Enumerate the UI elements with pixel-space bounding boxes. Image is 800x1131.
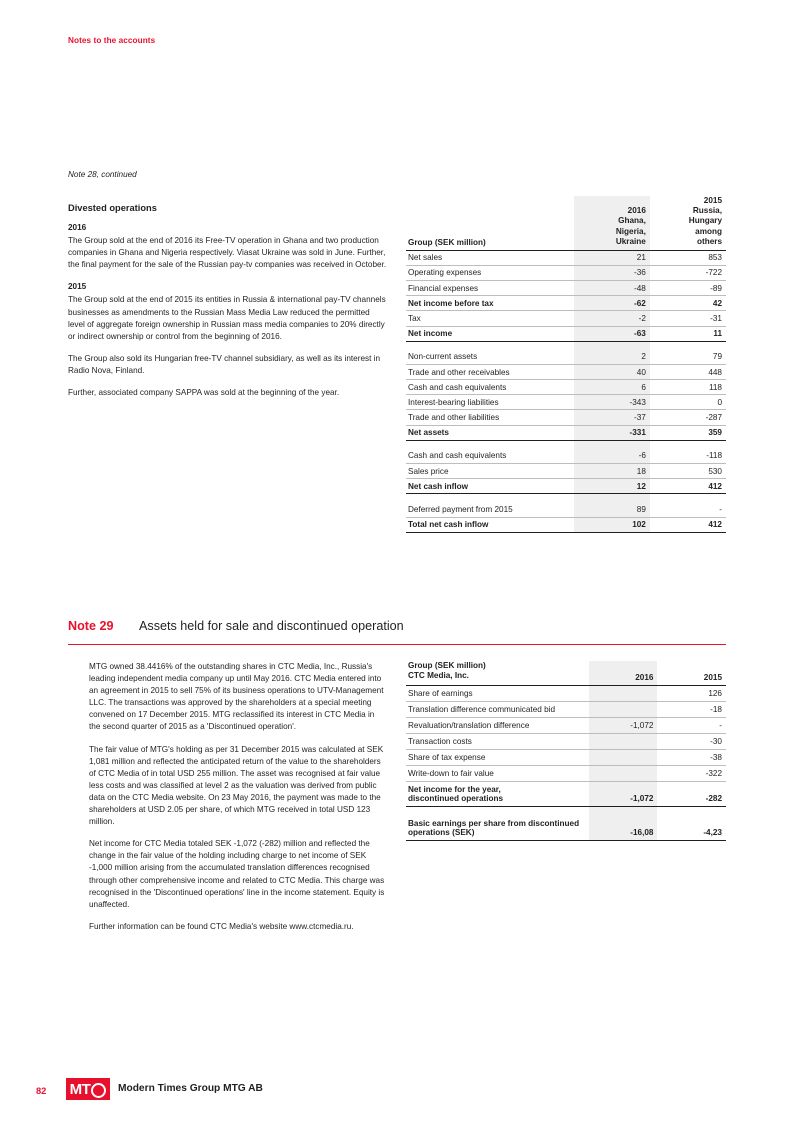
row-value-2016: -331 — [574, 425, 650, 440]
spacer-cell — [574, 494, 650, 503]
row-value-2016 — [589, 701, 658, 717]
table-row — [406, 364, 726, 379]
paragraph-2015-2: The Group also sold its Hungarian free-TV channel subsidiary, as well as its interest in Radio Nova, Finland. — [68, 353, 381, 375]
paragraph-2015-3: Further, associated company SAPPA was sold at the beginning of the year. — [68, 388, 340, 398]
table-row — [406, 380, 726, 395]
row-value-2015: -89 — [650, 280, 726, 295]
table-row — [406, 717, 726, 733]
row-label: Tax — [406, 311, 574, 326]
row-label: Trade and other receivables — [406, 364, 574, 379]
note-29-divider — [68, 644, 726, 645]
spacer-cell — [406, 806, 589, 816]
spacer-cell — [406, 341, 574, 350]
spacer-cell — [589, 806, 658, 816]
section-title-divested-operations: Divested operations — [68, 203, 157, 213]
table-header-col-2016: 2016 — [589, 661, 658, 685]
table-header-row — [406, 661, 726, 685]
row-label: Share of earnings — [406, 685, 589, 701]
row-value-2015: -4,23 — [657, 816, 726, 841]
row-value-2015: -30 — [657, 733, 726, 749]
row-label: Cash and cash equivalents — [406, 449, 574, 464]
note29-paragraph-3: Net income for CTC Media totaled SEK -1,072 (-282) million and reflected the change in the fair value of the holding including charge to net income of SEK -1,000 million arising from the accumulated translation differences recognised through other comprehensive income and related to CTC Media. This charge was recognised in the 'Discontinued operations' line in the income statement. Equity is unaffected. — [89, 839, 385, 909]
row-value-2015: 530 — [650, 464, 726, 479]
row-label: Write-down to fair value — [406, 765, 589, 781]
spacer-cell — [406, 440, 574, 449]
divested-operations-text — [68, 222, 388, 409]
row-label: Translation difference communicated bid — [406, 701, 589, 717]
row-label: Sales price — [406, 464, 574, 479]
row-value-2016: -63 — [574, 326, 650, 341]
row-value-2015: 79 — [650, 350, 726, 365]
row-label: Revaluation/translation difference — [406, 717, 589, 733]
hdr-2016-l1: 2016 — [627, 206, 646, 216]
logo-circle-icon — [91, 1083, 106, 1098]
table-row — [406, 464, 726, 479]
row-value-2015: -31 — [650, 311, 726, 326]
table-row — [406, 816, 726, 841]
table-header-label — [406, 661, 589, 685]
row-label: Total net cash inflow — [406, 517, 574, 532]
table-row — [406, 781, 726, 806]
company-name: Modern Times Group MTG AB — [118, 1083, 263, 1094]
ctc-media-table — [406, 661, 726, 841]
row-value-2016: -343 — [574, 395, 650, 410]
row-label: Share of tax expense — [406, 749, 589, 765]
row-value-2015: -118 — [650, 449, 726, 464]
spacer-cell — [574, 341, 650, 350]
row-value-2016 — [589, 685, 658, 701]
row-label-line2: operations (SEK) — [408, 827, 475, 837]
row-value-2015: 412 — [650, 517, 726, 532]
row-label: Operating expenses — [406, 265, 574, 280]
note-continued-label: Note 28, continued — [68, 170, 137, 179]
note29-paragraph-1: MTG owned 38.4416% of the outstanding shares in CTC Media, Inc., Russia's leading independent media company up until May 2016. CTC Media entered into an agreement in 2015 to sell 75% of its business operations to UTV-Management LLC. The transactions was approved by the shareholders at a special meeting convened on 17 December 2015. MTG reclassified its interest in CTC Media in the second quarter of 2015 as a 'Discontinued operation'. — [89, 662, 384, 732]
table-row — [406, 350, 726, 365]
row-label: Interest-bearing liabilities — [406, 395, 574, 410]
row-label: Non-current assets — [406, 350, 574, 365]
subheading-2015: 2015 — [68, 282, 87, 292]
note29-paragraph-4: Further information can be found CTC Media's website www.ctcmedia.ru. — [89, 921, 354, 931]
table-spacer — [406, 341, 726, 350]
row-value-2015: 412 — [650, 479, 726, 494]
row-label: Net income before tax — [406, 296, 574, 311]
row-value-2015: -282 — [657, 781, 726, 806]
row-value-2016: -6 — [574, 449, 650, 464]
row-label-line2: discontinued operations — [408, 793, 504, 803]
table-row — [406, 311, 726, 326]
row-label: Trade and other liabilities — [406, 410, 574, 425]
note29-paragraph-2: The fair value of MTG's holding as per 31 December 2015 was calculated at SEK 1,081 million and reflected the anticipated return of the value to the shareholders of CTC Media of in total USD 255 million. The asset was recognised at fair value less costs and was classified at level 2 as the valuation was derived from public data on the CTC Media website. On 23 May 2016, the payment was made to the shareholders at USD 2.05 per share, of which MTG received in total USD 123 million. — [89, 744, 384, 827]
table-spacer — [406, 494, 726, 503]
row-label: Net sales — [406, 250, 574, 265]
row-value-2015: 11 — [650, 326, 726, 341]
paragraph-2015-1: The Group sold at the end of 2015 its entities in Russia & international pay-TV channels businesses as amendments to the Russian Mass Media Law reduced the permitted level of aggregate foreign ownership in Russian mass media companies to 20% directly or indirect ownership or control from the beginning of 2016. — [68, 295, 386, 341]
row-value-2015: - — [650, 502, 726, 517]
running-head: Notes to the accounts — [68, 36, 156, 45]
row-label: Net income — [406, 326, 574, 341]
row-value-2015: -722 — [650, 265, 726, 280]
table-row — [406, 449, 726, 464]
row-value-2016 — [589, 733, 658, 749]
table-row — [406, 280, 726, 295]
logo-text: MT — [69, 1080, 91, 1098]
row-value-2015: 0 — [650, 395, 726, 410]
row-value-2016: 89 — [574, 502, 650, 517]
row-value-2015: -322 — [657, 765, 726, 781]
row-value-2015: 118 — [650, 380, 726, 395]
table-header-row — [406, 196, 726, 250]
hdr-2015-l4: among — [695, 226, 722, 236]
row-label — [406, 781, 589, 806]
row-value-2015: 853 — [650, 250, 726, 265]
hdr-2015-l2: Russia, — [692, 206, 722, 216]
row-value-2016: -16,08 — [589, 816, 658, 841]
table-row — [406, 765, 726, 781]
row-label: Transaction costs — [406, 733, 589, 749]
note-29-number: Note 29 — [68, 619, 114, 633]
hdr-2015-l1: 2015 — [703, 196, 722, 205]
table-row — [406, 425, 726, 440]
table-row — [406, 733, 726, 749]
row-value-2016: -48 — [574, 280, 650, 295]
paragraph-2016: The Group sold at the end of 2016 its Free-TV operation in Ghana and two production companies in Ghana and Nigeria respectively. Viasat Ukraine was sold in June. Further, the final payment for the sale of the Russian pay-tv companies was received in October. — [68, 236, 387, 270]
row-value-2016: -1,072 — [589, 781, 658, 806]
row-label — [406, 816, 589, 841]
row-value-2016: -36 — [574, 265, 650, 280]
row-value-2016: -37 — [574, 410, 650, 425]
page-number: 82 — [36, 1086, 47, 1096]
table-spacer — [406, 806, 726, 816]
row-value-2015: -287 — [650, 410, 726, 425]
row-value-2016: 21 — [574, 250, 650, 265]
row-label: Net assets — [406, 425, 574, 440]
row-label: Financial expenses — [406, 280, 574, 295]
spacer-cell — [650, 440, 726, 449]
table-header-col-2015 — [650, 196, 726, 250]
table-row — [406, 296, 726, 311]
table-row — [406, 250, 726, 265]
table-row — [406, 749, 726, 765]
row-value-2016: 2 — [574, 350, 650, 365]
table-header-col-2015: 2015 — [657, 661, 726, 685]
table-row — [406, 265, 726, 280]
table-header-col-2016 — [574, 196, 650, 250]
hdr-2016-l3: Nigeria, — [615, 226, 646, 236]
row-value-2015: 126 — [657, 685, 726, 701]
hdr-entity-line: CTC Media, Inc. — [408, 671, 469, 681]
note-29-title: Assets held for sale and discontinued operation — [139, 619, 404, 633]
row-value-2016: -62 — [574, 296, 650, 311]
hdr-2016-l4: Ukraine — [615, 236, 646, 246]
table-row — [406, 502, 726, 517]
table-row — [406, 685, 726, 701]
subheading-2016: 2016 — [68, 223, 87, 232]
row-value-2016 — [589, 749, 658, 765]
divested-operations-table — [406, 196, 726, 533]
row-value-2016: 18 — [574, 464, 650, 479]
row-value-2016: -2 — [574, 311, 650, 326]
hdr-group-line: Group (SEK million) — [408, 661, 486, 670]
row-label-line1: Basic earnings per share from discontinued — [408, 818, 580, 828]
spacer-cell — [657, 806, 726, 816]
row-label: Cash and cash equivalents — [406, 380, 574, 395]
row-value-2016: 12 — [574, 479, 650, 494]
row-label: Deferred payment from 2015 — [406, 502, 574, 517]
spacer-cell — [574, 440, 650, 449]
note-29-body-text — [89, 661, 385, 943]
mtg-logo — [66, 1078, 110, 1100]
table-row — [406, 479, 726, 494]
row-value-2016 — [589, 765, 658, 781]
row-value-2016: -1,072 — [589, 717, 658, 733]
table-spacer — [406, 440, 726, 449]
row-value-2016: 102 — [574, 517, 650, 532]
table-row — [406, 395, 726, 410]
table-header-label: Group (SEK million) — [406, 196, 574, 250]
spacer-cell — [650, 341, 726, 350]
row-value-2015: -38 — [657, 749, 726, 765]
row-value-2015: 42 — [650, 296, 726, 311]
row-value-2015: - — [657, 717, 726, 733]
row-label: Net cash inflow — [406, 479, 574, 494]
page-footer — [0, 1078, 800, 1112]
row-value-2015: -18 — [657, 701, 726, 717]
table-row — [406, 410, 726, 425]
row-value-2016: 6 — [574, 380, 650, 395]
table-row — [406, 326, 726, 341]
row-value-2016: 40 — [574, 364, 650, 379]
row-value-2015: 359 — [650, 425, 726, 440]
spacer-cell — [650, 494, 726, 503]
hdr-2016-l2: Ghana, — [618, 216, 646, 226]
row-label-line1: Net income for the year, — [408, 784, 501, 794]
hdr-2015-l3: Hungary — [688, 216, 722, 226]
spacer-cell — [406, 494, 574, 503]
hdr-2015-l5: others — [696, 236, 722, 246]
table-row — [406, 517, 726, 532]
table-row — [406, 701, 726, 717]
row-value-2015: 448 — [650, 364, 726, 379]
